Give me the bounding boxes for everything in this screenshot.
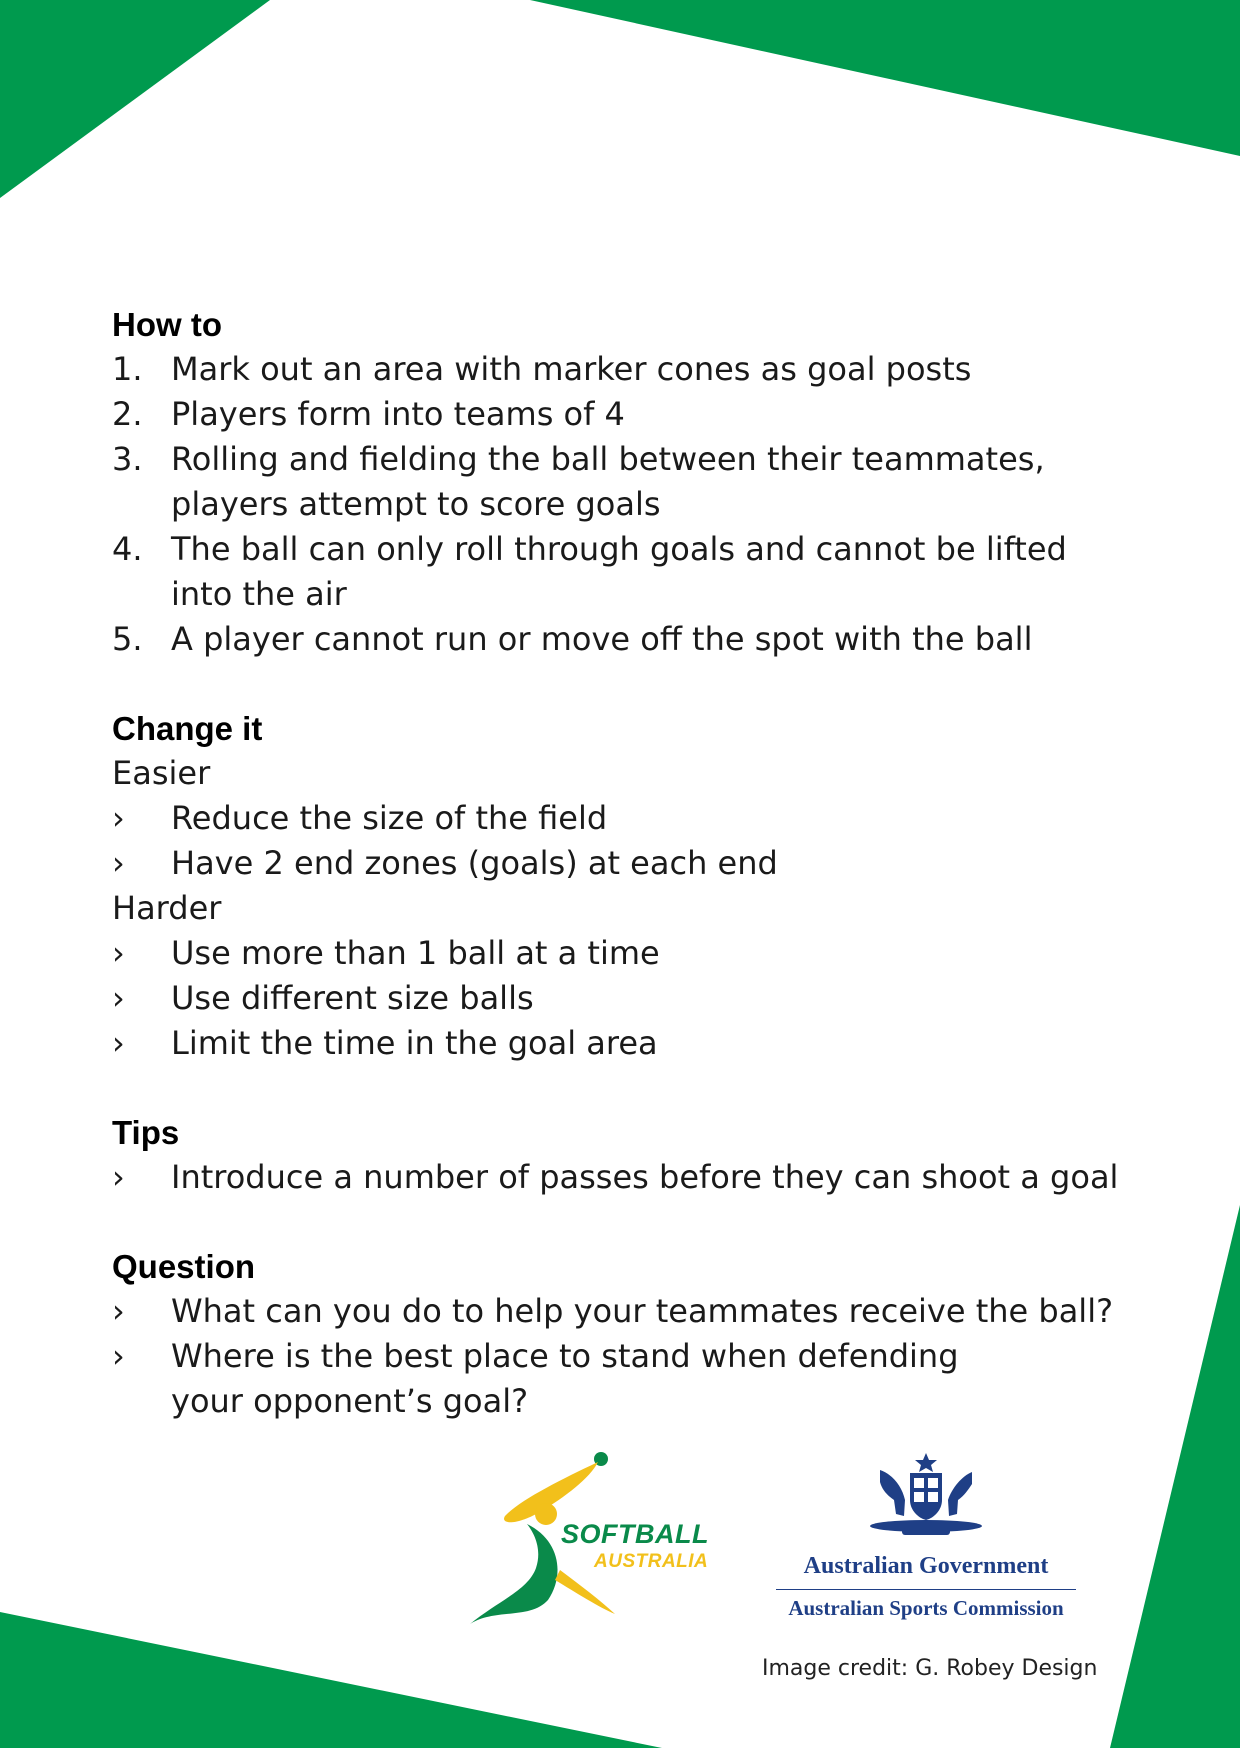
- list-number: 5.: [112, 620, 143, 658]
- australian-sports-commission-text: Australian Sports Commission: [788, 1596, 1064, 1620]
- chevron-right-icon: ›: [112, 1158, 125, 1196]
- australia-logo-text: AUSTRALIA: [594, 1551, 709, 1572]
- how-to-heading: How to: [112, 306, 222, 343]
- list-number: 3.: [112, 440, 143, 478]
- list-item-text: Introduce a number of passes before they can shoot a goal: [171, 1158, 1119, 1196]
- list-number: 4.: [112, 530, 143, 568]
- list-item-text: Rolling and fielding the ball between their teammates, players attempt to score goals: [171, 440, 1045, 523]
- list-number: 1.: [112, 350, 143, 388]
- list-item-text: The ball can only roll through goals and cannot be lifted into the air: [171, 530, 1067, 613]
- list-item-text: Have 2 end zones (goals) at each end: [171, 844, 778, 882]
- tips-heading: Tips: [112, 1114, 180, 1151]
- image-credit: Image credit: G. Robey Design: [762, 1656, 1098, 1681]
- list-item-text: Mark out an area with marker cones as goal posts: [171, 350, 972, 388]
- list-item-text: Use different size balls: [171, 979, 534, 1017]
- harder-label: Harder: [112, 889, 222, 927]
- chevron-right-icon: ›: [112, 979, 125, 1017]
- list-item-text: What can you do to help your teammates receive the ball?: [171, 1292, 1114, 1330]
- chevron-right-icon: ›: [112, 1292, 125, 1330]
- chevron-right-icon: ›: [112, 799, 125, 837]
- question-heading: Question: [112, 1248, 256, 1285]
- list-item-text: A player cannot run or move off the spot with the ball: [171, 620, 1033, 658]
- list-number: 2.: [112, 395, 143, 433]
- list-item-text: Where is the best place to stand when defending your opponent’s goal?: [171, 1337, 959, 1420]
- chevron-right-icon: ›: [112, 1024, 125, 1062]
- easier-label: Easier: [112, 754, 211, 792]
- australian-government-text: Australian Government: [803, 1553, 1049, 1579]
- gov-logo-divider: [776, 1589, 1076, 1590]
- softball-logo-text: SOFTBALL: [561, 1519, 709, 1549]
- change-it-heading: Change it: [112, 710, 263, 747]
- list-item-text: Players form into teams of 4: [171, 395, 625, 433]
- list-item-text: Limit the time in the goal area: [171, 1024, 658, 1062]
- list-item-text: Reduce the size of the field: [171, 799, 608, 837]
- chevron-right-icon: ›: [112, 1337, 125, 1375]
- list-item-text: Use more than 1 ball at a time: [171, 934, 660, 972]
- chevron-right-icon: ›: [112, 844, 125, 882]
- chevron-right-icon: ›: [112, 934, 125, 972]
